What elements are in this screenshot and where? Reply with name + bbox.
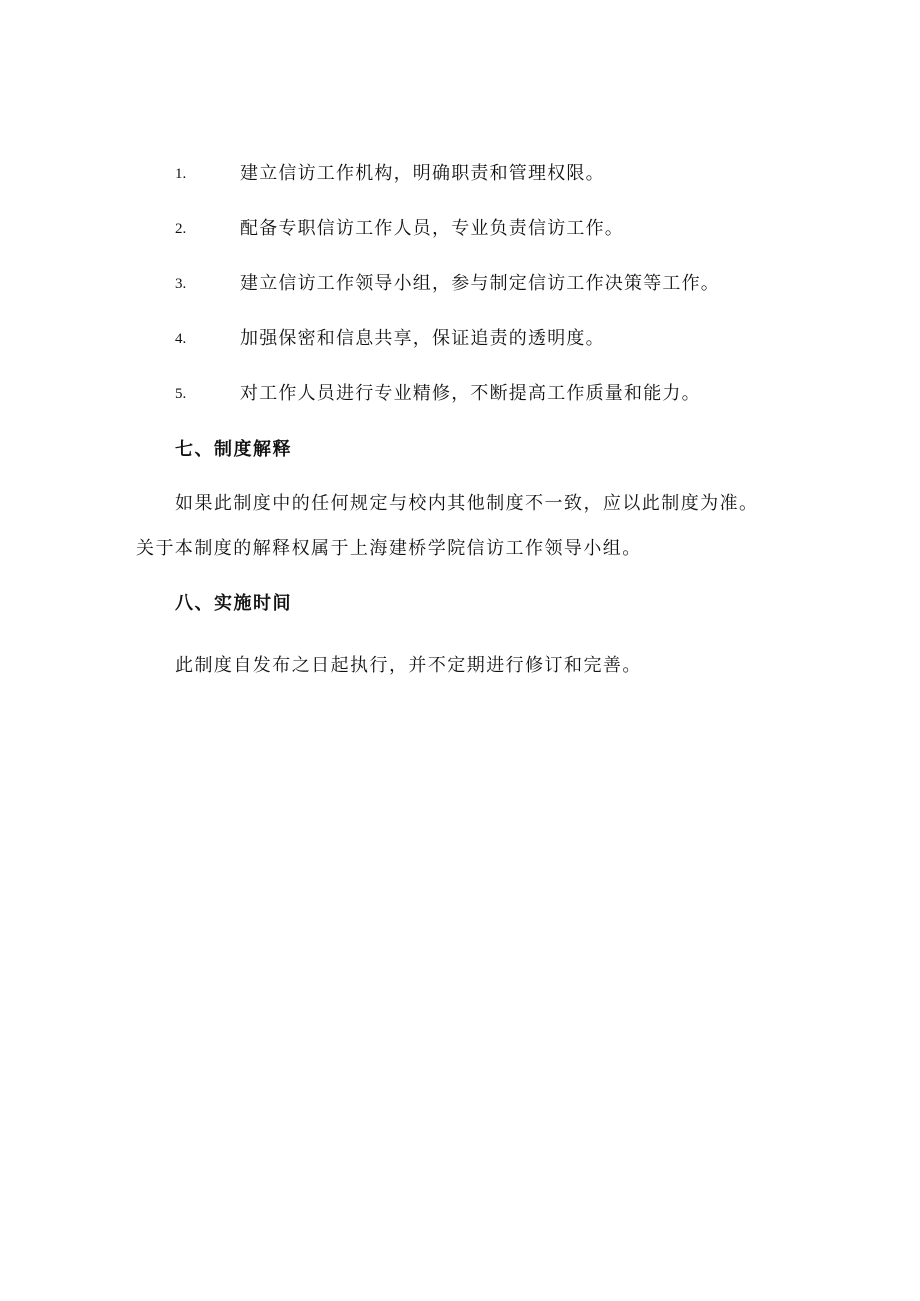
list-item-number: 4. xyxy=(175,331,187,347)
section-heading-interpretation: 七、制度解释 xyxy=(175,439,292,460)
list-item-number: 1. xyxy=(175,166,187,182)
paragraph-line: 关于本制度的解释权属于上海建桥学院信访工作领导小组。 xyxy=(136,538,642,559)
paragraph-line: 此制度自发布之日起执行，并不定期进行修订和完善。 xyxy=(175,655,642,676)
section-heading-effective-date: 八、实施时间 xyxy=(175,593,292,614)
list-item-text: 配备专职信访工作人员，专业负责信访工作。 xyxy=(240,218,624,239)
list-item-text: 建立信访工作领导小组，参与制定信访工作决策等工作。 xyxy=(240,273,720,294)
list-item-text: 加强保密和信息共享，保证追责的透明度。 xyxy=(240,328,605,349)
list-item-number: 3. xyxy=(175,276,187,292)
list-item-text: 建立信访工作机构，明确职责和管理权限。 xyxy=(240,163,605,184)
list-item-number: 5. xyxy=(175,386,187,402)
list-item-number: 2. xyxy=(175,221,187,237)
paragraph-line: 如果此制度中的任何规定与校内其他制度不一致，应以此制度为准。 xyxy=(175,493,759,514)
list-item-text: 对工作人员进行专业精修，不断提高工作质量和能力。 xyxy=(240,383,701,404)
